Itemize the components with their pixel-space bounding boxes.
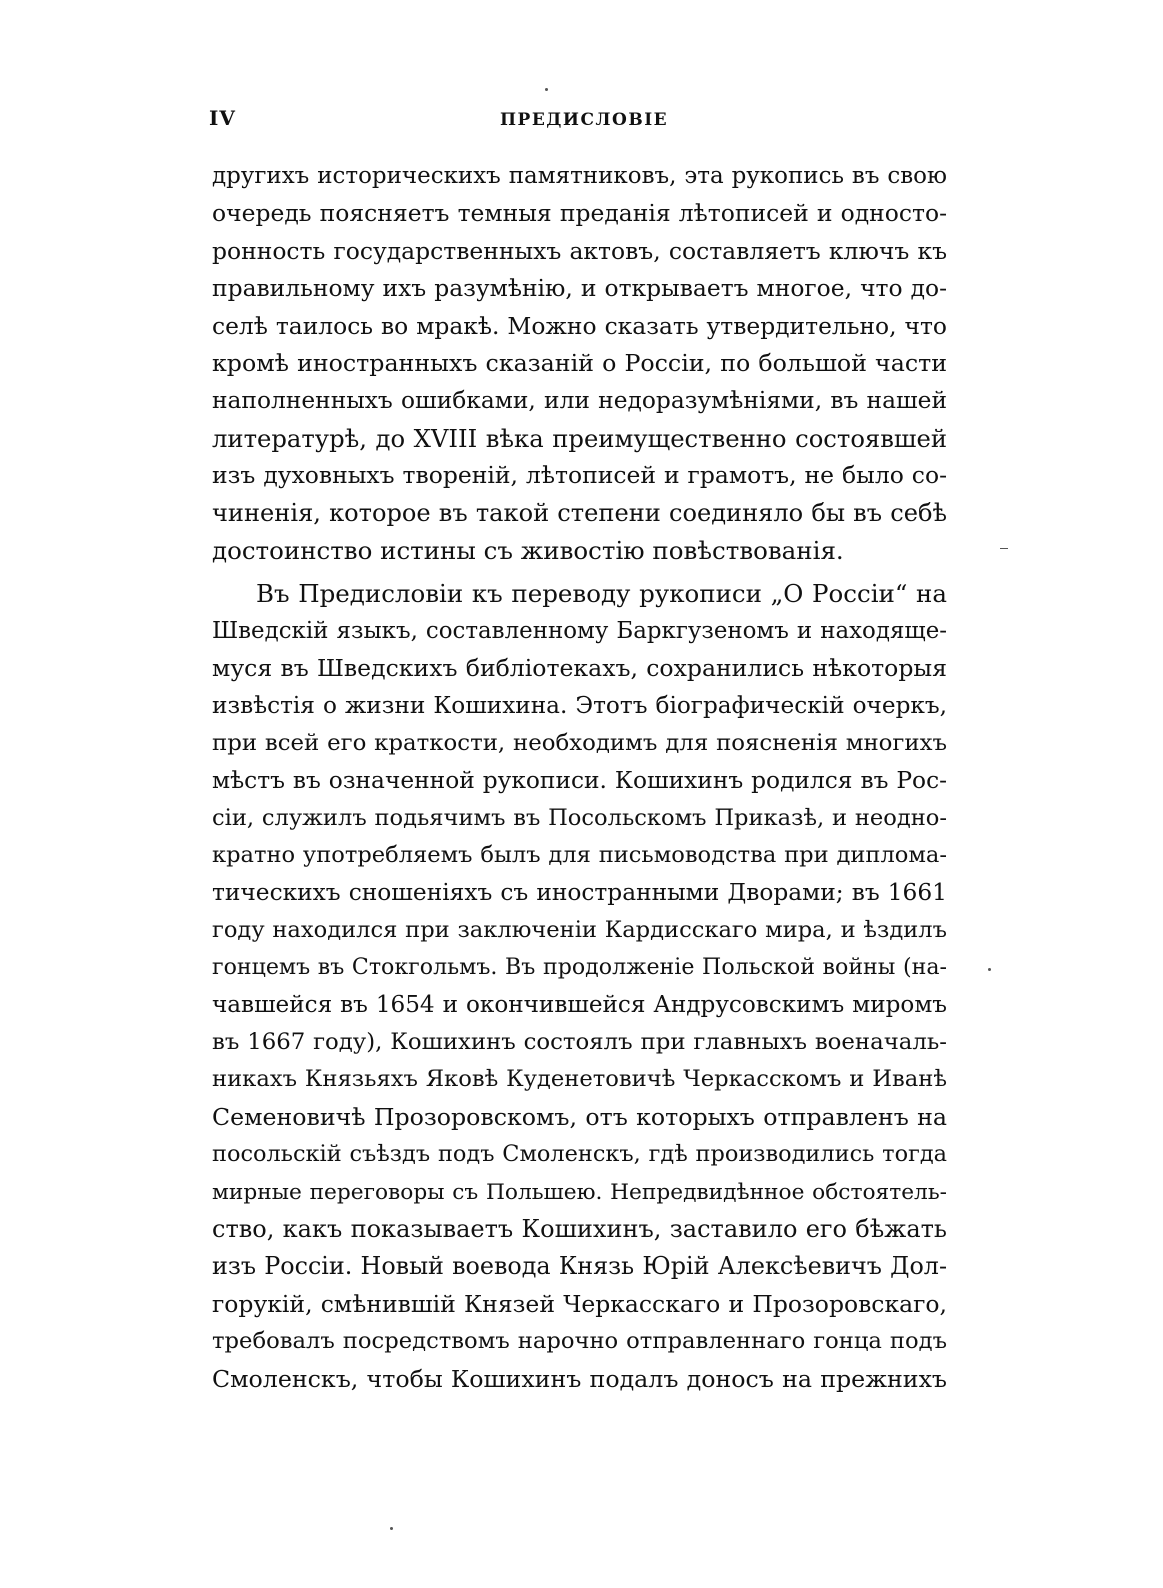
text-line: горукій, смѣнившій Князей Черкасскаго и Прозоровскаго,: [212, 1289, 947, 1318]
scan-speck: [1000, 548, 1008, 549]
text-line: посольскій съѣздъ подъ Смоленскъ, гдѣ производились тогда: [212, 1141, 947, 1168]
text-line: очередь поясняетъ темныя преданія лѣтописей и односто-: [212, 199, 947, 228]
running-head: ПРЕДИСЛОВІЕ: [500, 110, 669, 130]
scan-speck: [988, 968, 991, 971]
text-line: при всей его краткости, необходимъ для поясненія многихъ: [212, 729, 947, 756]
text-line: изъ Россіи. Новый воевода Князь Юрій Алексѣевичъ Дол-: [212, 1252, 947, 1281]
text-line: наполненныхъ ошибками, или недоразумѣніями, въ нашей: [212, 387, 947, 415]
text-line: требовалъ посредствомъ нарочно отправленнаго гонца подъ: [212, 1328, 947, 1355]
text-line: тическихъ сношеніяхъ съ иностранными Дворами; въ 1661: [212, 879, 947, 907]
text-line: никахъ Князьяхъ Яковѣ Куденетовичѣ Черкасскомъ и Иванѣ: [212, 1066, 947, 1093]
text-line: въ 1667 году), Кошихинъ состоялъ при главныхъ военачаль-: [212, 1028, 947, 1055]
text-line: другихъ историческихъ памятниковъ, эта рукопись въ свою: [212, 163, 947, 189]
body-text: [212, 158, 947, 1398]
text-line: Смоленскъ, чтобы Кошихинъ подалъ доносъ на прежнихъ: [212, 1364, 947, 1393]
text-line: извѣстія о жизни Кошихина. Этотъ біографическій очеркъ,: [212, 692, 947, 720]
text-line: году находился при заключеніи Кардисскаго мира, и ѣздилъ: [212, 916, 947, 943]
paragraph-1: [212, 158, 947, 569]
text-line: изъ духовныхъ твореній, лѣтописей и грамотъ, не было со-: [212, 461, 947, 490]
text-line: правильному ихъ разумѣнію, и открываетъ многое, что до-: [212, 274, 947, 303]
scan-speck: [390, 1527, 393, 1530]
text-line: достоинство истины съ живостію повѣствованія.: [212, 535, 844, 565]
text-line: мѣстъ въ означенной рукописи. Кошихинъ родился въ Рос-: [212, 767, 947, 795]
text-line: Въ Предисловіи къ переводу рукописи „О Россіи“ на: [256, 579, 947, 609]
text-line: кромѣ иностранныхъ сказаній о Россіи, по большой части: [212, 348, 947, 377]
page-number: IV: [209, 106, 236, 130]
text-line: кратно употребляемъ былъ для письмоводства при диплома-: [212, 842, 947, 869]
text-line: селѣ таилось во мракѣ. Можно сказать утвердительно, что: [212, 311, 947, 340]
text-line: Шведскій языкъ, составленному Баркгузеномъ и находяще-: [212, 617, 947, 644]
scan-speck: [545, 88, 548, 91]
text-line: ронность государственныхъ актовъ, составляетъ ключъ къ: [212, 236, 947, 265]
text-line: Семеновичѣ Прозоровскомъ, отъ которыхъ отправленъ на: [212, 1102, 947, 1131]
text-line: гонцемъ въ Стокгольмъ. Въ продолженіе Польской войны (на-: [212, 954, 947, 981]
text-line: чавшейся въ 1654 и окончившейся Андрусовскимъ миромъ: [212, 991, 947, 1018]
paragraph-2: [212, 575, 947, 1398]
text-line: литературѣ, до XVIII вѣка преимущественно состоявшей: [212, 423, 947, 453]
text-line: муся въ Шведскихъ библіотекахъ, сохранились нѣкоторыя: [212, 654, 947, 683]
text-line: ство, какъ показываетъ Кошихинъ, заставило его бѣжать: [212, 1214, 947, 1243]
text-line: сіи, служилъ подьячимъ въ Посольскомъ Приказѣ, и неодно-: [212, 804, 947, 831]
text-line: мирные переговоры съ Польшею. Непредвидѣнное обстоятель-: [212, 1179, 947, 1205]
text-line: чиненія, которое въ такой степени соединяло бы въ себѣ: [212, 498, 947, 527]
